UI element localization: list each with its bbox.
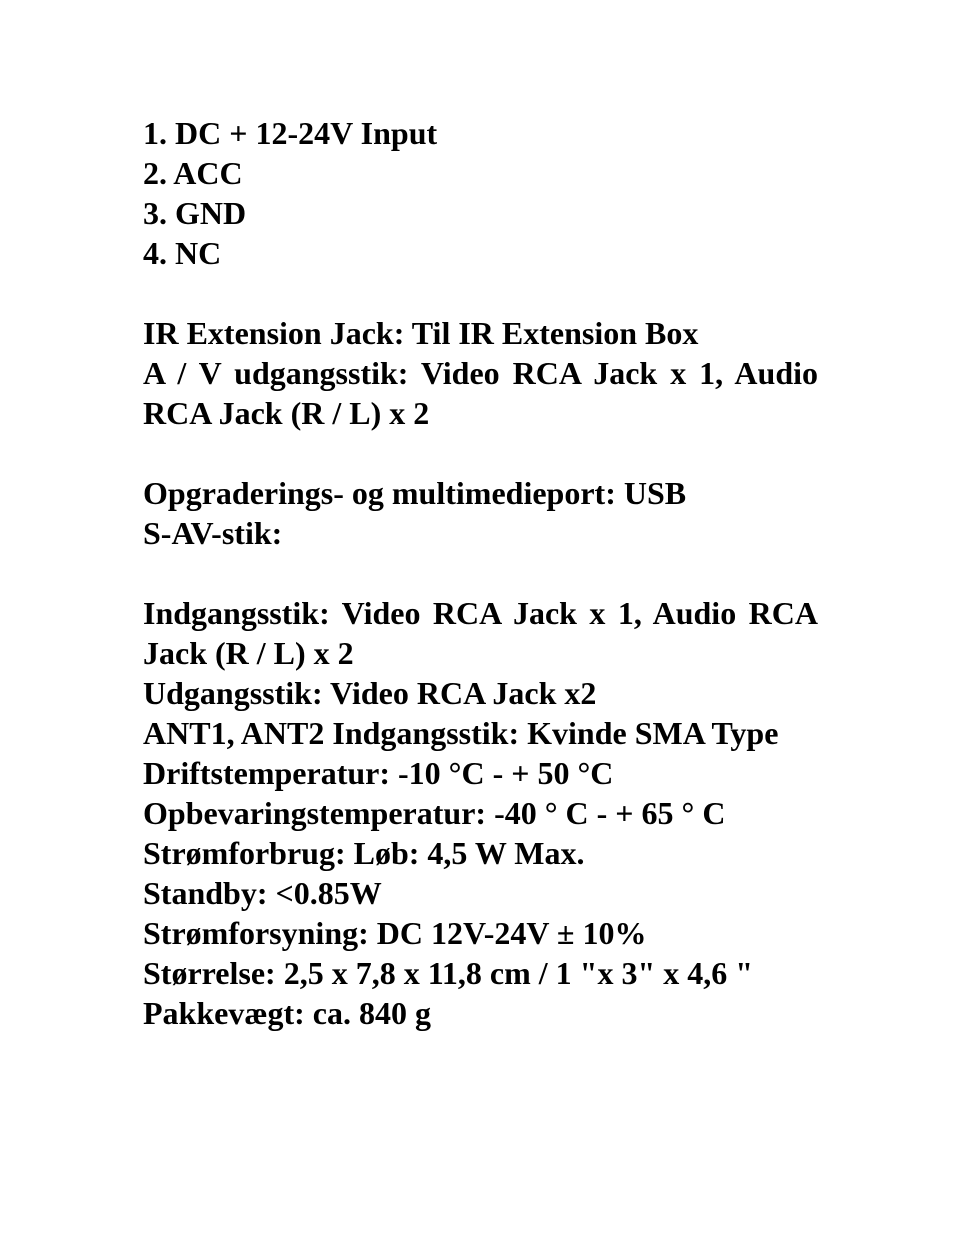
pinout-item-2: 2. ACC [143,155,243,191]
output-connector-spec: Udgangsstik: Video RCA Jack x2 [143,675,597,711]
standby-spec: Standby: <0.85W [143,875,382,911]
pinout-item-1: 1. DC + 12-24V Input [143,115,438,151]
upgrade-port-spec: Opgraderings- og multimedieport: USB [143,475,687,511]
power-supply-spec: Strømforsyning: DC 12V-24V ± 10% [143,915,647,951]
power-consumption-spec: Strømforbrug: Løb: 4,5 W Max. [143,835,585,871]
pinout-item-4: 4. NC [143,235,222,271]
operating-temperature-spec: Driftstemperatur: -10 °C - + 50 °C [143,755,614,791]
pinout-item-3: 3. GND [143,195,247,231]
paragraph-gap [143,273,818,313]
ant-connector-spec: ANT1, ANT2 Indgangsstik: Kvinde SMA Type [143,715,779,751]
size-spec: Størrelse: 2,5 x 7,8 x 11,8 cm / 1 "x 3" x 4,6 " [143,955,753,991]
ir-extension-spec: IR Extension Jack: Til IR Extension Box [143,315,699,351]
storage-temperature-spec: Opbevaringstemperatur: -40 ° C - + 65 ° C [143,795,726,831]
package-weight-spec: Pakkevægt: ca. 840 g [143,995,431,1031]
sav-connector-spec: S-AV-stik: [143,515,283,551]
input-connector-spec: Indgangsstik: Video RCA Jack x 1, Audio RCA Jack (R / L) x 2 [143,595,818,671]
av-output-spec: A / V udgangsstik: Video RCA Jack x 1, Audio RCA Jack (R / L) x 2 [143,355,818,431]
paragraph-gap [143,553,818,593]
spec-text-block [143,113,818,1033]
paragraph-gap [143,433,818,473]
